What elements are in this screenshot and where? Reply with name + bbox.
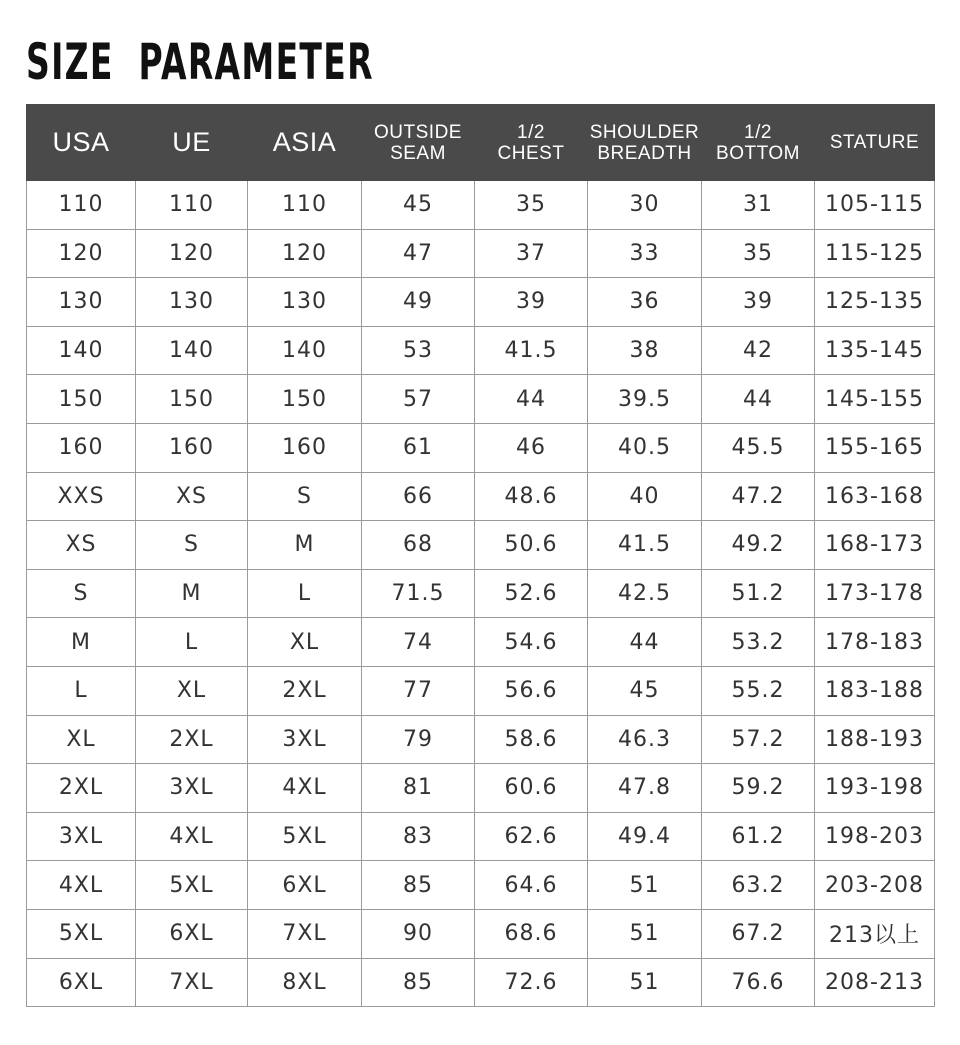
header-half-chest-line1: 1/2 [517,121,545,143]
cell-shoulder-breadth: 47.8 [588,764,702,813]
cell-outside-seam: 74 [362,618,475,667]
header-half-bottom-line1: 1/2 [744,121,772,143]
cell-stature: 115-125 [815,229,935,278]
header-usa: USA [27,105,136,181]
cell-ue: 160 [136,423,248,472]
cell-ue: 120 [136,229,248,278]
table-row [27,521,935,570]
cell-asia: 110 [248,181,362,230]
cell-usa: 5XL [27,909,136,958]
cell-half-bottom: 35 [702,229,815,278]
cell-ue: 140 [136,326,248,375]
cell-shoulder-breadth: 51 [588,861,702,910]
cell-asia: 2XL [248,666,362,715]
cell-usa: L [27,666,136,715]
cell-usa: 110 [27,181,136,230]
cell-outside-seam: 61 [362,423,475,472]
header-outside-seam-line1: OUTSIDE [374,121,462,143]
cell-asia: 160 [248,423,362,472]
cell-half-bottom: 61.2 [702,812,815,861]
cell-ue: L [136,618,248,667]
cell-asia: 150 [248,375,362,424]
cell-shoulder-breadth: 42.5 [588,569,702,618]
cell-shoulder-breadth: 51 [588,958,702,1007]
header-shoulder-line2: BREADTH [597,142,692,164]
cell-asia: 130 [248,278,362,327]
cell-usa: 160 [27,423,136,472]
cell-stature: 173-178 [815,569,935,618]
cell-shoulder-breadth: 30 [588,181,702,230]
cell-stature: 213以上 [815,909,935,958]
cell-shoulder-breadth: 40.5 [588,423,702,472]
cell-ue: 7XL [136,958,248,1007]
cell-shoulder-breadth: 41.5 [588,521,702,570]
cell-outside-seam: 85 [362,861,475,910]
cell-ue: 3XL [136,764,248,813]
header-half-chest-line2: CHEST [497,142,565,164]
cell-half-chest: 37 [475,229,588,278]
cell-half-bottom: 55.2 [702,666,815,715]
cell-outside-seam: 77 [362,666,475,715]
table-header [27,105,935,181]
cell-stature: 125-135 [815,278,935,327]
cell-shoulder-breadth: 44 [588,618,702,667]
cell-stature: 193-198 [815,764,935,813]
cell-asia: 4XL [248,764,362,813]
cell-asia: 5XL [248,812,362,861]
cell-shoulder-breadth: 49.4 [588,812,702,861]
cell-usa: XL [27,715,136,764]
cell-outside-seam: 47 [362,229,475,278]
cell-outside-seam: 79 [362,715,475,764]
cell-usa: 120 [27,229,136,278]
table-row [27,861,935,910]
header-row [27,105,935,181]
header-asia: ASIA [248,105,362,181]
cell-half-bottom: 76.6 [702,958,815,1007]
cell-half-bottom: 42 [702,326,815,375]
page-title: SIZE PARAMETER [26,33,374,91]
cell-ue: 130 [136,278,248,327]
cell-outside-seam: 66 [362,472,475,521]
cell-half-bottom: 57.2 [702,715,815,764]
cell-shoulder-breadth: 38 [588,326,702,375]
cell-half-chest: 35 [475,181,588,230]
cell-outside-seam: 85 [362,958,475,1007]
header-stature: STATURE [815,105,935,181]
cell-half-bottom: 67.2 [702,909,815,958]
cell-stature: 183-188 [815,666,935,715]
cell-half-chest: 44 [475,375,588,424]
table-row [27,472,935,521]
table-row [27,181,935,230]
cell-asia: 140 [248,326,362,375]
cell-stature: 163-168 [815,472,935,521]
cell-asia: S [248,472,362,521]
cell-stature: 135-145 [815,326,935,375]
header-ue: UE [136,105,248,181]
header-half-bottom [702,105,815,181]
cell-stature: 155-165 [815,423,935,472]
cell-half-chest: 46 [475,423,588,472]
cell-asia: 7XL [248,909,362,958]
table-row [27,375,935,424]
header-shoulder-breadth [588,105,702,181]
cell-half-chest: 48.6 [475,472,588,521]
cell-usa: 130 [27,278,136,327]
cell-asia: 120 [248,229,362,278]
cell-stature: 145-155 [815,375,935,424]
cell-stature: 198-203 [815,812,935,861]
header-outside-seam [362,105,475,181]
cell-half-chest: 56.6 [475,666,588,715]
cell-ue: 110 [136,181,248,230]
cell-shoulder-breadth: 33 [588,229,702,278]
cell-stature: 203-208 [815,861,935,910]
table-row [27,764,935,813]
cell-outside-seam: 57 [362,375,475,424]
cell-shoulder-breadth: 40 [588,472,702,521]
cell-half-chest: 54.6 [475,618,588,667]
table-row [27,229,935,278]
cell-usa: 3XL [27,812,136,861]
cell-stature: 178-183 [815,618,935,667]
cell-outside-seam: 71.5 [362,569,475,618]
cell-half-chest: 58.6 [475,715,588,764]
size-table [26,104,935,1007]
cell-half-bottom: 31 [702,181,815,230]
cell-half-chest: 62.6 [475,812,588,861]
cell-half-bottom: 44 [702,375,815,424]
cell-shoulder-breadth: 36 [588,278,702,327]
cell-asia: L [248,569,362,618]
table-row [27,618,935,667]
cell-stature: 105-115 [815,181,935,230]
cell-shoulder-breadth: 46.3 [588,715,702,764]
cell-usa: 2XL [27,764,136,813]
cell-half-chest: 52.6 [475,569,588,618]
cell-half-bottom: 53.2 [702,618,815,667]
header-half-bottom-line2: BOTTOM [716,142,800,164]
cell-asia: M [248,521,362,570]
cell-half-chest: 60.6 [475,764,588,813]
table-row [27,812,935,861]
cell-usa: S [27,569,136,618]
cell-usa: M [27,618,136,667]
table-row [27,569,935,618]
table-row [27,715,935,764]
cell-ue: 4XL [136,812,248,861]
cell-half-chest: 72.6 [475,958,588,1007]
cell-asia: XL [248,618,362,667]
cell-outside-seam: 45 [362,181,475,230]
cell-asia: 6XL [248,861,362,910]
cell-outside-seam: 83 [362,812,475,861]
table-row [27,278,935,327]
cell-ue: XS [136,472,248,521]
table-body [27,181,935,1007]
cell-half-bottom: 47.2 [702,472,815,521]
cell-half-bottom: 39 [702,278,815,327]
cell-half-chest: 68.6 [475,909,588,958]
cell-stature: 188-193 [815,715,935,764]
cell-ue: XL [136,666,248,715]
cell-half-bottom: 59.2 [702,764,815,813]
cell-ue: 6XL [136,909,248,958]
cell-half-bottom: 49.2 [702,521,815,570]
cell-half-bottom: 45.5 [702,423,815,472]
cell-asia: 3XL [248,715,362,764]
cell-half-bottom: 51.2 [702,569,815,618]
cell-outside-seam: 49 [362,278,475,327]
cell-stature: 168-173 [815,521,935,570]
cell-ue: S [136,521,248,570]
table-row [27,909,935,958]
cell-usa: 150 [27,375,136,424]
cell-shoulder-breadth: 39.5 [588,375,702,424]
header-shoulder-line1: SHOULDER [589,121,700,143]
cell-shoulder-breadth: 51 [588,909,702,958]
cell-usa: 4XL [27,861,136,910]
cell-ue: M [136,569,248,618]
cell-half-bottom: 63.2 [702,861,815,910]
table-row [27,958,935,1007]
cell-usa: 140 [27,326,136,375]
cell-half-chest: 39 [475,278,588,327]
header-outside-seam-line2: SEAM [390,142,446,164]
cell-half-chest: 64.6 [475,861,588,910]
cell-usa: 6XL [27,958,136,1007]
cell-shoulder-breadth: 45 [588,666,702,715]
table-row [27,326,935,375]
cell-half-chest: 50.6 [475,521,588,570]
table-row [27,666,935,715]
cell-outside-seam: 81 [362,764,475,813]
cell-outside-seam: 53 [362,326,475,375]
header-half-chest [475,105,588,181]
cell-ue: 2XL [136,715,248,764]
cell-half-chest: 41.5 [475,326,588,375]
cell-outside-seam: 68 [362,521,475,570]
cell-ue: 150 [136,375,248,424]
table-row [27,423,935,472]
cell-usa: XS [27,521,136,570]
cell-stature: 208-213 [815,958,935,1007]
cell-ue: 5XL [136,861,248,910]
cell-asia: 8XL [248,958,362,1007]
cell-outside-seam: 90 [362,909,475,958]
cell-usa: XXS [27,472,136,521]
